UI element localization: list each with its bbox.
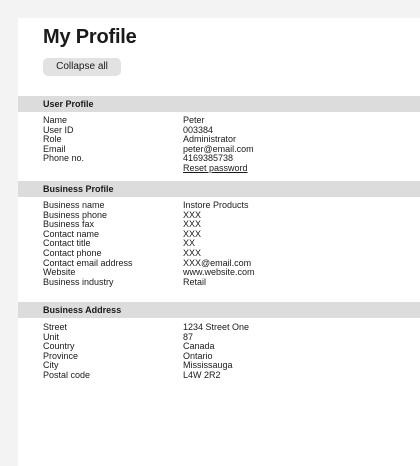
collapse-all-button[interactable]: Collapse all [43,58,121,76]
field-label: Business industry [43,276,114,287]
field-label: User ID [43,124,74,135]
field-label: Name [43,115,68,125]
field-value: XXX [183,209,202,220]
reset-password-link[interactable]: Reset password [183,162,248,173]
section-header-user-profile[interactable]: User Profile [18,96,420,112]
field-label: Contact email address [43,257,133,268]
section-header-business-profile[interactable]: Business Profile [18,181,420,197]
field-row-contact-name [43,230,403,240]
field-label: Contact name [43,228,100,239]
field-value: XXX [183,247,202,258]
field-label: Unit [43,331,60,342]
field-value: XXX [183,228,202,239]
section-body-user-profile [43,116,403,174]
field-value: XXX [183,219,202,230]
field-value: Canada [183,341,215,352]
field-value: XXX@email.com [183,257,252,268]
field-value: XX [183,238,196,249]
field-value: Ontario [183,350,213,361]
page-title: My Profile [43,26,137,48]
field-label: Street [43,322,68,332]
field-label: City [43,360,59,371]
field-value: 003384 [183,124,214,135]
field-row-country [43,342,403,352]
field-value: www.website.com [183,267,255,278]
field-label: Contact phone [43,247,102,258]
section-header-business-address[interactable]: Business Address [18,302,420,318]
field-row-name [43,116,403,126]
field-value: Peter [183,115,205,125]
field-value: peter@email.com [183,143,254,154]
field-label: Website [43,267,76,278]
field-row-postal-code [43,371,403,381]
section-body-business-profile [43,201,403,287]
field-label: Email [43,143,66,154]
field-value: Administrator [183,134,237,145]
field-value: Retail [183,276,207,287]
field-value: 1234 Street One [183,322,250,332]
field-row-unit [43,333,403,343]
field-label: Business name [43,200,105,210]
field-row-reset-password [43,164,403,174]
field-value: 87 [183,331,194,342]
section-body-business-address [43,323,403,381]
field-label: Country [43,341,75,352]
field-label: Phone no. [43,153,85,164]
field-label: Postal code [43,369,91,380]
field-row-street [43,323,403,333]
field-row-business-phone [43,211,403,221]
field-value: 4169385738 [183,153,234,164]
field-label: Business fax [43,219,95,230]
field-label: Business phone [43,209,108,220]
field-value: L4W 2R2 [183,369,221,380]
field-row-city [43,361,403,371]
field-label: Province [43,350,79,361]
field-value: Instore Products [183,200,249,210]
profile-panel [18,18,420,466]
field-value: Mississauga [183,360,233,371]
field-label: Contact title [43,238,91,249]
field-row-business-industry [43,278,403,288]
field-label: Role [43,134,62,145]
